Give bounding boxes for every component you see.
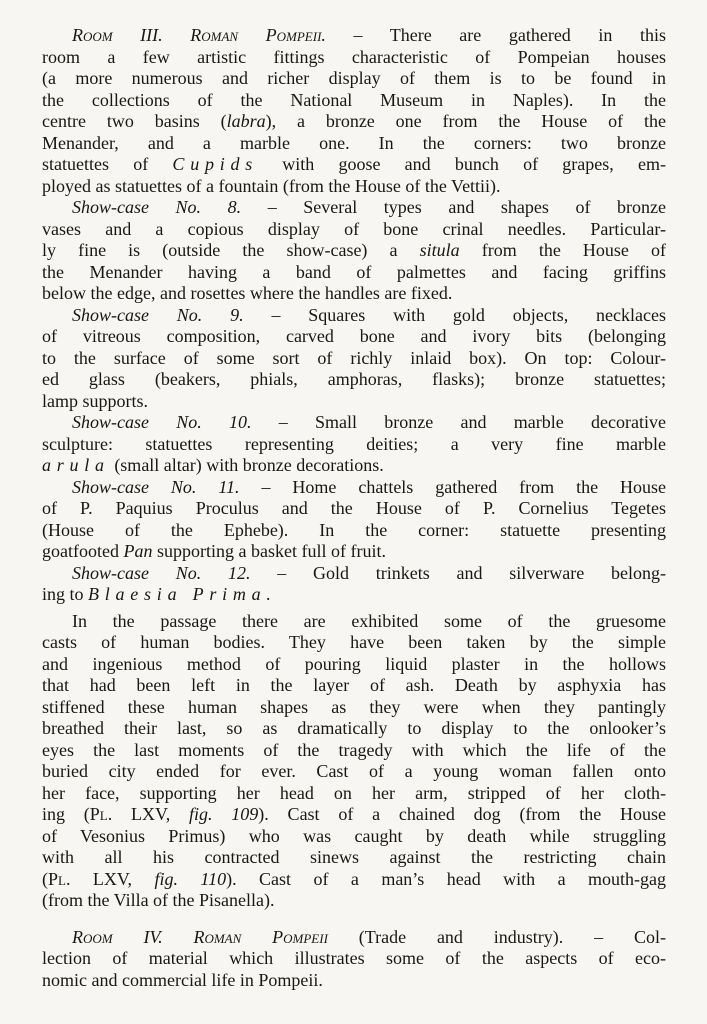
text-segment: Cupids xyxy=(172,154,258,174)
text-segment: – Small bronze and marble decorative xyxy=(251,412,666,432)
text-line xyxy=(42,154,666,176)
text-segment: Pan xyxy=(123,541,153,561)
text-segment: the Menander having a band of palmettes and facing griffins xyxy=(42,261,666,282)
text-column xyxy=(42,25,666,991)
text-line xyxy=(42,890,666,912)
text-segment: – Squares with gold objects, necklaces xyxy=(243,304,666,325)
text-segment: centre two basins ( xyxy=(42,111,227,131)
text-line xyxy=(42,391,666,413)
text-segment: nomic and commercial life in Pompeii. xyxy=(42,969,323,990)
text-segment: with goose and bunch of grapes, em- xyxy=(258,154,666,174)
paragraph-show-case-9 xyxy=(42,305,666,413)
text-line xyxy=(42,369,666,391)
text-line xyxy=(42,455,666,477)
text-segment: from the House of xyxy=(459,240,666,260)
text-segment: – Home chattels gathered from the House xyxy=(239,476,666,497)
text-segment: (Trade and industry). – Col- xyxy=(327,926,666,947)
text-line xyxy=(42,948,666,970)
paragraph-room-iv xyxy=(42,927,666,992)
text-line xyxy=(42,133,666,155)
text-line xyxy=(42,25,666,47)
text-segment: ). Cast of a man’s head with a mouth-gag xyxy=(226,868,666,889)
text-segment: – Several types and shapes of bronze xyxy=(241,197,666,217)
text-line xyxy=(42,47,666,69)
text-line xyxy=(42,563,666,585)
text-line xyxy=(42,434,666,456)
text-line xyxy=(42,240,666,262)
text-segment: ed glass (beakers, phials, amphoras, flasks); bronze statuettes; xyxy=(42,369,666,389)
text-segment: supporting a basket full of fruit. xyxy=(152,541,386,561)
text-line xyxy=(42,326,666,348)
paragraph-show-case-10 xyxy=(42,412,666,477)
text-segment: to the surface of some sort of richly inlaid box). On top: Colour- xyxy=(42,347,666,368)
text-segment: stiffened these human shapes as they were when they pantingly xyxy=(42,696,666,717)
text-segment: sculpture: statuettes representing deities; a very fine marble xyxy=(42,433,666,454)
paragraph-show-case-12 xyxy=(42,563,666,606)
text-segment: goatfooted xyxy=(42,541,124,561)
text-segment: ly fine is (outside the show-case) a xyxy=(42,240,420,260)
text-line xyxy=(42,197,666,219)
text-segment: ing to xyxy=(42,584,89,604)
text-line xyxy=(42,697,666,719)
text-segment: casts of human bodies. They have been taken by the simple xyxy=(42,632,666,652)
text-segment: situla xyxy=(419,240,460,260)
text-line xyxy=(42,826,666,848)
text-segment: with all his contracted sinews against the restricting chain xyxy=(42,847,666,867)
paragraph-show-case-11 xyxy=(42,477,666,563)
paragraph-show-case-8 xyxy=(42,197,666,305)
text-segment: and ingenious method of pouring liquid plaster in the hollows xyxy=(42,653,666,674)
text-line xyxy=(42,654,666,676)
text-segment: Show-case No. 11. xyxy=(72,476,240,497)
text-segment: of P. Paquius Proculus and the House of P. Cornelius Tegetes xyxy=(42,498,666,518)
text-segment: ). Cast of a chained dog (from the House xyxy=(258,804,666,824)
text-line xyxy=(42,783,666,805)
text-segment: Pl. xyxy=(89,804,113,824)
text-line xyxy=(42,675,666,697)
text-segment: breathed their last, so as dramatically to display to the onlooker’s xyxy=(42,718,666,738)
text-line xyxy=(42,611,666,633)
text-segment: Show-case No. 12. xyxy=(72,562,251,583)
text-segment: Pl. xyxy=(48,868,71,889)
text-segment: below the edge, and rosettes where the handles are fixed. xyxy=(42,283,453,303)
text-segment: that had been left in the layer of ash. Death by asphyxia has xyxy=(42,675,666,695)
text-line xyxy=(42,740,666,762)
text-segment: Blaesia Prima. xyxy=(88,584,277,604)
text-line xyxy=(42,804,666,826)
text-segment: ), a bronze one from the House of the xyxy=(265,111,666,131)
text-segment: buried city ended for ever. Cast of a young woman fallen onto xyxy=(42,761,666,781)
text-line xyxy=(42,262,666,284)
text-segment: room a few artistic fittings characteristic of Pompeian houses xyxy=(42,46,666,67)
text-segment: (from the Villa of the Pisanella). xyxy=(42,890,275,910)
text-segment: the collections of the National Museum in Naples). In the xyxy=(42,89,666,110)
text-line xyxy=(42,68,666,90)
text-segment: fig. 110 xyxy=(154,868,227,889)
text-segment: arula xyxy=(42,455,110,475)
text-segment: labra xyxy=(226,111,266,131)
text-line xyxy=(42,520,666,542)
text-line xyxy=(42,718,666,740)
text-segment: Show-case No. 8. xyxy=(72,197,242,217)
text-line xyxy=(42,348,666,370)
text-line xyxy=(42,176,666,198)
text-segment: – There are gathered in this xyxy=(325,25,666,45)
text-segment: fig. 109 xyxy=(188,804,259,824)
text-line xyxy=(42,761,666,783)
section-heading-text: Room IV. Roman Pompeii xyxy=(72,926,328,947)
text-line xyxy=(42,305,666,327)
text-segment: of Vesonius Primus) who was caught by death while struggling xyxy=(42,825,666,846)
text-segment: of vitreous composition, carved bone and ivory bits (belonging xyxy=(42,326,666,346)
text-segment: ployed as statuettes of a fountain (from the House of the Vettii). xyxy=(42,175,501,196)
text-line xyxy=(42,632,666,654)
text-line xyxy=(42,847,666,869)
text-segment: lection of material which illustrates some of the aspects of eco- xyxy=(42,948,666,968)
text-line xyxy=(42,869,666,891)
text-segment: (House of the Ephebe). In the corner: statuette presenting xyxy=(42,519,666,540)
text-segment: LXV, xyxy=(112,804,189,824)
text-line xyxy=(42,283,666,305)
text-line xyxy=(42,219,666,241)
text-segment: Show-case No. 9. xyxy=(72,304,244,325)
text-segment: statuettes of xyxy=(42,154,173,174)
text-segment: ing ( xyxy=(42,804,90,824)
text-line xyxy=(42,412,666,434)
text-line xyxy=(42,111,666,133)
text-segment: lamp supports. xyxy=(42,390,148,411)
text-line xyxy=(42,498,666,520)
text-segment: vases and a copious display of bone crinal needles. Particular- xyxy=(42,218,666,239)
text-segment: (a more numerous and richer display of them is to be found in xyxy=(42,68,666,88)
text-segment: Show-case No. 10. xyxy=(72,412,252,432)
text-line xyxy=(42,477,666,499)
text-line xyxy=(42,970,666,992)
text-segment: her face, supporting her head on her arm, stripped of her cloth- xyxy=(42,782,666,803)
text-segment: – Gold trinkets and silverware belong- xyxy=(250,562,666,583)
text-segment: LXV, xyxy=(70,868,155,889)
paragraph-room-iii xyxy=(42,25,666,197)
section-heading-text: Room III. Roman Pompeii. xyxy=(72,25,326,45)
paragraph-passage-casts xyxy=(42,611,666,912)
text-segment: In the passage there are exhibited some of the gruesome xyxy=(72,610,666,631)
text-line xyxy=(42,90,666,112)
text-segment: Menander, and a marble one. In the corners: two bronze xyxy=(42,132,666,153)
text-segment: (small altar) with bronze decorations. xyxy=(109,455,384,475)
text-line xyxy=(42,541,666,563)
text-segment: eyes the last moments of the tragedy with which the life of the xyxy=(42,739,666,760)
text-line xyxy=(42,584,666,606)
text-line xyxy=(42,927,666,949)
text-segment: ( xyxy=(42,868,48,889)
